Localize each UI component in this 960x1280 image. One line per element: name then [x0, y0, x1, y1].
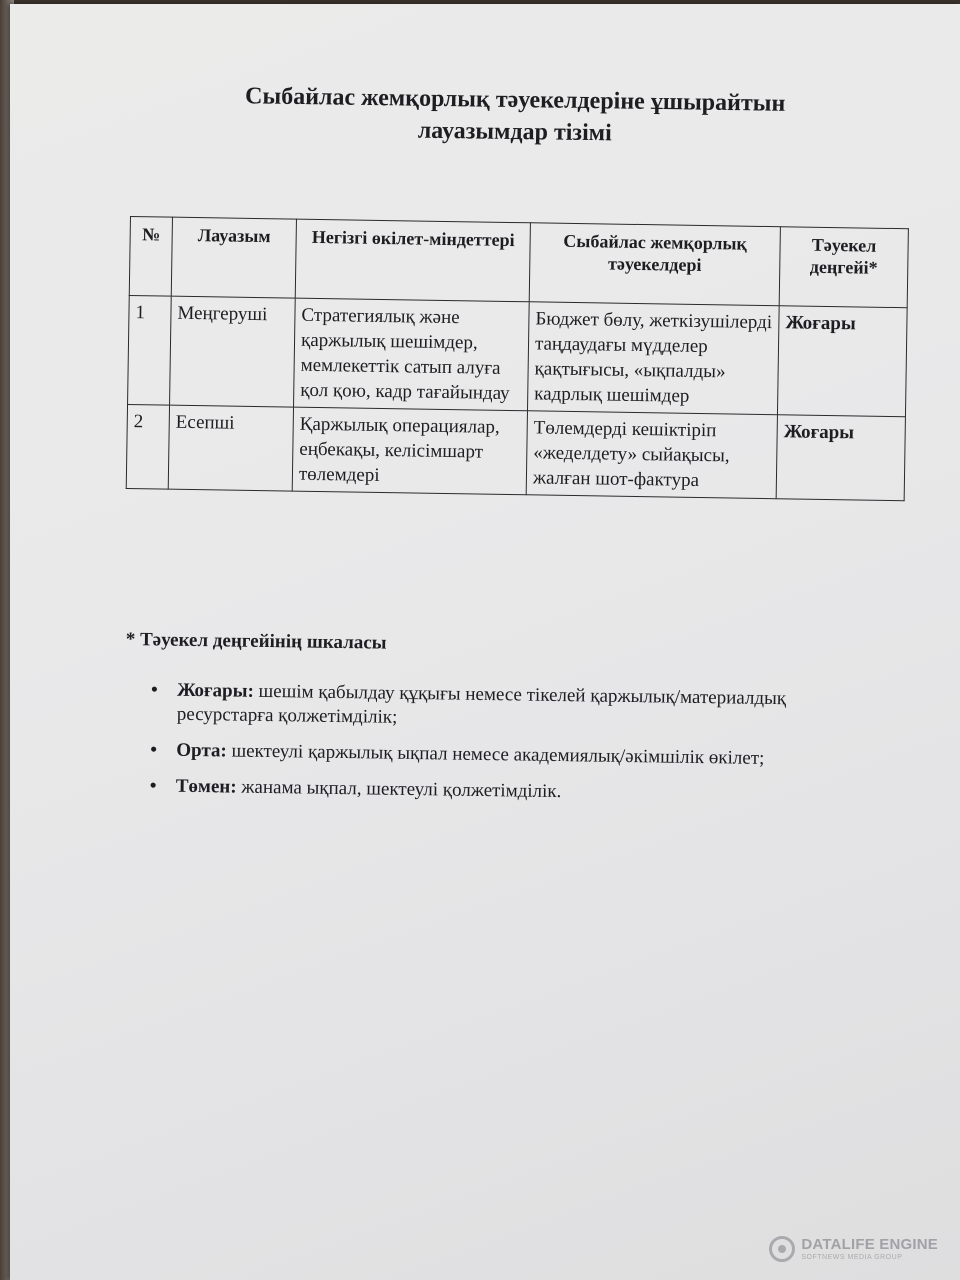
table-row [126, 404, 905, 500]
risk-level-term: Орта: [176, 739, 227, 762]
risk-scale-footnote [123, 628, 925, 821]
cell-duties: Стратегиялық және қаржылық шешімдер, мемлекеттік сатып алуға қол қою, кадр тағайындау [294, 298, 530, 411]
cell-duties: Қаржылық операциялар, еңбекақы, келісімшарт төлемдері [292, 407, 527, 495]
risk-level-description: шектеулі қаржылық ықпал немесе академиялық/әкімшілік өкілет; [226, 740, 765, 769]
cell-num: 1 [128, 295, 172, 405]
watermark-sub-text: SOFTNEWS MEDIA GROUP [801, 1254, 903, 1261]
cell-risks: Төлемдерді кешіктіріп «жеделдету» сыйақысы, жалған шот-фактура [526, 411, 777, 499]
cell-risk-level: Жоғары [776, 415, 905, 501]
risk-level-description: шешім қабылдау құқығы немесе тікелей қаржылық/материалдық ресурстарға қолжетімділік; [176, 680, 787, 728]
datalife-logo-icon [769, 1236, 795, 1262]
title-line-2: лауазымдар тізімі [417, 117, 612, 147]
risk-level-description: жанама ықпал, шектеулі қолжетімділік. [236, 776, 562, 803]
table-row [128, 295, 908, 416]
list-item [150, 739, 866, 773]
list-item [150, 679, 868, 737]
risk-scale-list [124, 678, 926, 809]
positions-table [126, 216, 909, 501]
cell-position: Меңгеруші [170, 296, 296, 407]
bullet-icon: • [150, 679, 158, 701]
header-num: № [129, 217, 172, 297]
document-title [10, 77, 960, 155]
risk-scale-heading: * Тәуекел деңгейінің шкаласы [125, 628, 387, 654]
watermark-text [801, 1237, 938, 1261]
bullet-icon: • [150, 739, 158, 761]
list-item [149, 775, 866, 809]
header-risk-level: Тәуекел деңгейі* [779, 227, 908, 308]
title-line-1: Сыбайлас жемқорлық тәуекелдеріне ұшырайтын [244, 83, 786, 117]
watermark [769, 1236, 938, 1262]
cell-position: Есепші [168, 405, 293, 491]
risk-level-term: Жоғары: [176, 679, 254, 702]
header-position: Лауазым [171, 217, 296, 298]
header-risks: Сыбайлас жемқорлық тәуекелдері [529, 223, 780, 306]
cell-num: 2 [126, 404, 169, 489]
cell-risk-level: Жоғары [777, 306, 907, 417]
positions-table-container [126, 216, 908, 501]
watermark-main-text: DATALIFE ENGINE [801, 1236, 938, 1253]
bullet-icon: • [149, 775, 157, 797]
header-duties: Негізгі өкілет-міндеттері [295, 219, 530, 302]
risk-level-term: Төмен: [175, 775, 237, 798]
cell-risks: Бюджет бөлу, жеткізушілерді таңдаудағы мүдделер қақтығысы, «ықпалды» кадрлық шешімдер [527, 302, 779, 415]
table-header-row [129, 217, 908, 308]
paper-sheet [10, 4, 960, 1280]
